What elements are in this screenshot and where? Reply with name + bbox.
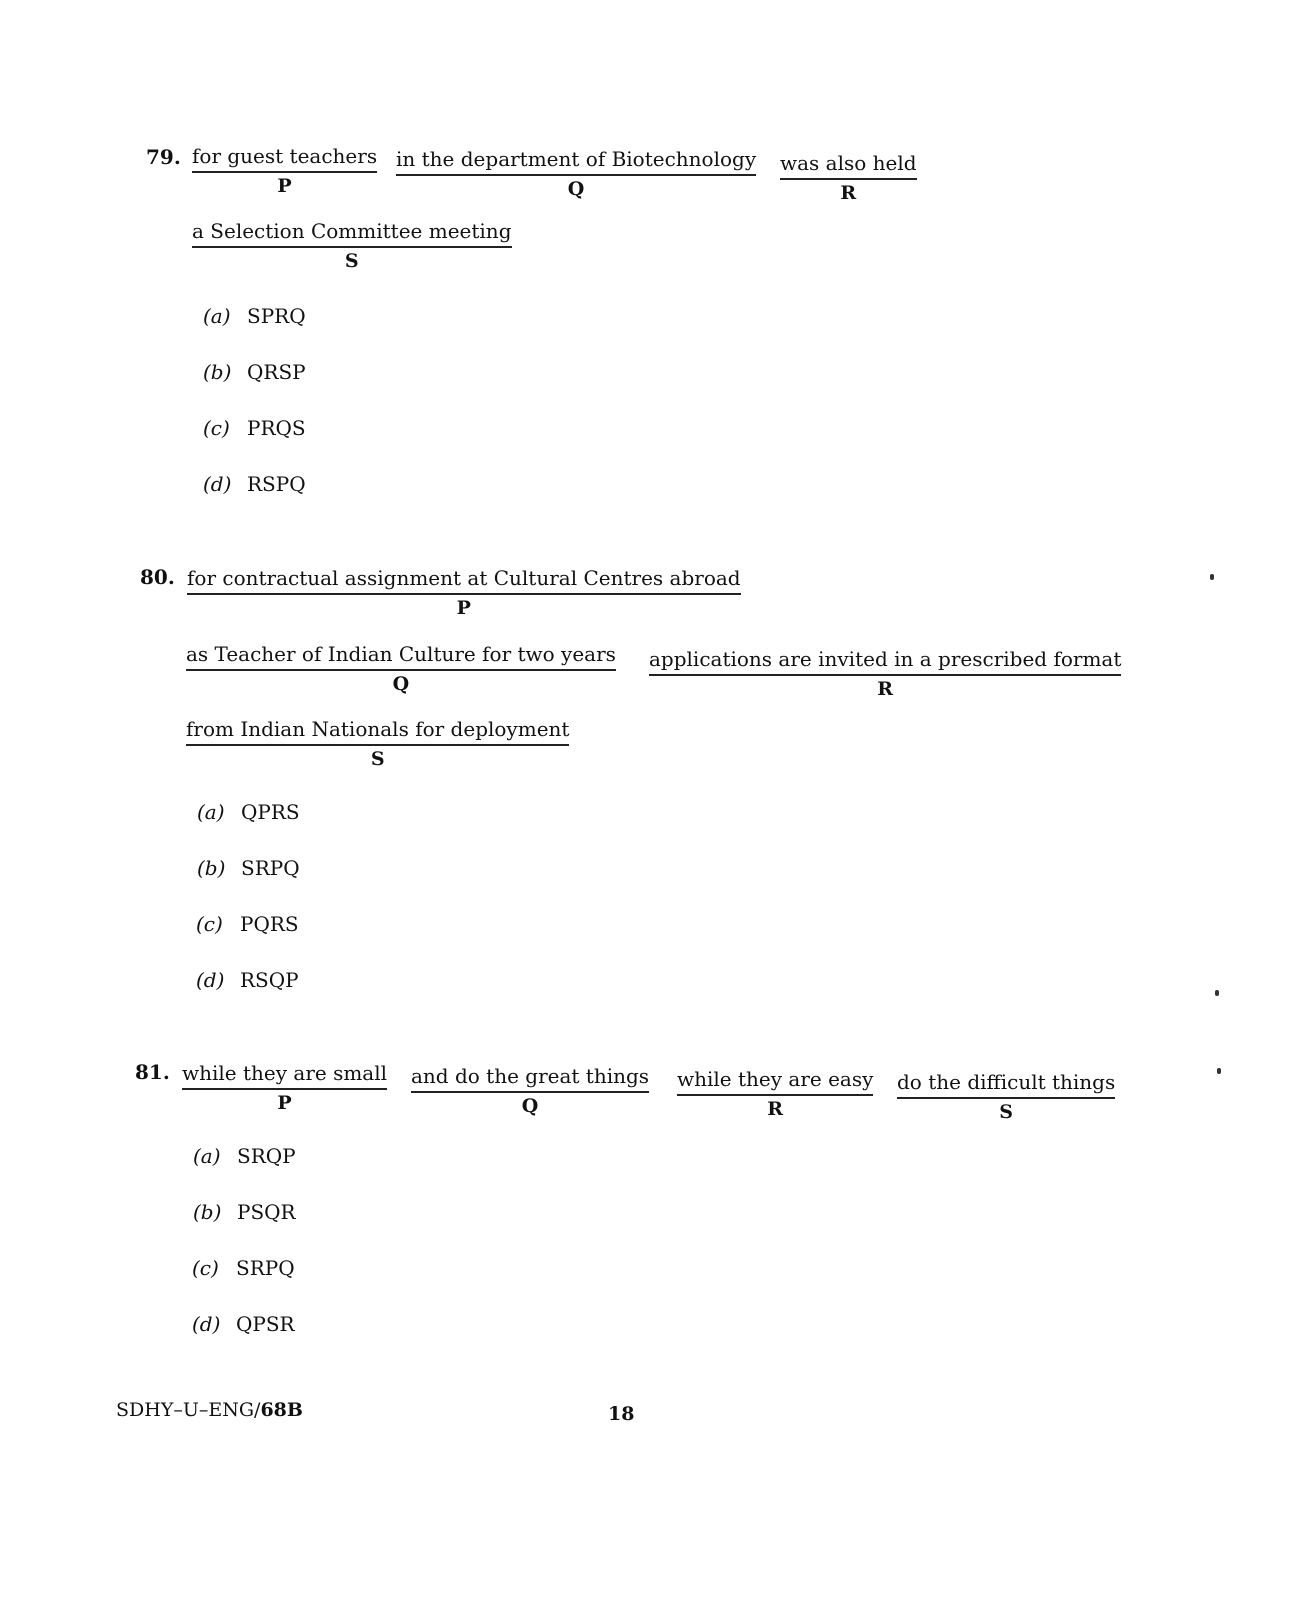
option-text: QPSR — [236, 1312, 295, 1336]
option-text: QPRS — [241, 800, 300, 824]
segment-text: and do the great things — [411, 1063, 649, 1093]
segment-label: R — [840, 182, 857, 204]
option-letter: (b) — [193, 1200, 222, 1224]
question-number: 80. — [140, 565, 175, 589]
option-d[interactable] — [192, 1312, 295, 1336]
segment-text: from Indian Nationals for deployment — [186, 716, 569, 746]
option-letter: (d) — [203, 472, 232, 496]
option-text: SRPQ — [241, 856, 300, 880]
option-a[interactable] — [203, 304, 306, 328]
exam-code-prefix: SDHY–U–ENG/ — [116, 1399, 261, 1421]
option-text: SRPQ — [236, 1256, 295, 1280]
segment-r — [677, 1066, 873, 1120]
exam-code — [116, 1399, 303, 1421]
segment-label: Q — [567, 178, 585, 200]
option-b[interactable] — [203, 360, 306, 384]
segment-p — [192, 143, 377, 197]
segment-text: in the department of Biotechnology — [396, 146, 756, 176]
option-letter: (c) — [196, 912, 223, 936]
question-number: 79. — [146, 145, 181, 169]
segment-label: S — [999, 1101, 1013, 1123]
segment-q — [396, 146, 756, 200]
segment-label: P — [456, 597, 471, 619]
option-letter: (c) — [203, 416, 230, 440]
option-text: SPRQ — [247, 304, 306, 328]
segment-q — [186, 641, 616, 695]
segment-label: P — [277, 1092, 292, 1114]
segment-text: do the difficult things — [897, 1069, 1115, 1099]
segment-s — [186, 716, 569, 770]
segment-r — [780, 150, 917, 204]
option-text: PQRS — [240, 912, 299, 936]
option-a[interactable] — [197, 800, 300, 824]
segment-label: Q — [521, 1095, 539, 1117]
segment-label: S — [370, 748, 385, 770]
segment-label: R — [877, 678, 894, 700]
option-text: RSPQ — [247, 472, 306, 496]
option-text: PRQS — [247, 416, 306, 440]
option-d[interactable] — [196, 968, 299, 992]
segment-text: while they are small — [182, 1060, 387, 1090]
scan-mark — [1215, 990, 1219, 996]
segment-text: was also held — [780, 150, 917, 180]
option-letter: (a) — [203, 304, 231, 328]
exam-code-suffix: 68B — [260, 1399, 303, 1421]
option-b[interactable] — [193, 1200, 296, 1224]
option-d[interactable] — [203, 472, 306, 496]
option-text: SRQP — [237, 1144, 296, 1168]
segment-q — [411, 1063, 649, 1117]
option-b[interactable] — [197, 856, 300, 880]
option-letter: (d) — [196, 968, 225, 992]
segment-text: for contractual assignment at Cultural Centres abroad — [187, 565, 741, 595]
segment-text: while they are easy — [677, 1066, 873, 1096]
option-text: PSQR — [237, 1200, 296, 1224]
segment-text: for guest teachers — [192, 143, 377, 173]
segment-text: a Selection Committee meeting — [192, 218, 512, 248]
page-number: 18 — [608, 1403, 635, 1425]
option-c[interactable] — [196, 912, 299, 936]
segment-s — [897, 1069, 1115, 1123]
option-text: QRSP — [247, 360, 306, 384]
scan-mark — [1210, 574, 1214, 580]
segment-p — [182, 1060, 387, 1114]
segment-p — [187, 565, 741, 619]
option-c[interactable] — [192, 1256, 295, 1280]
option-c[interactable] — [203, 416, 306, 440]
option-letter: (b) — [197, 856, 226, 880]
segment-label: Q — [392, 673, 410, 695]
segment-s — [192, 218, 512, 272]
option-letter: (a) — [193, 1144, 221, 1168]
segment-text: applications are invited in a prescribed format — [649, 646, 1121, 676]
option-text: RSQP — [240, 968, 299, 992]
question-number: 81. — [135, 1060, 170, 1084]
option-letter: (c) — [192, 1256, 219, 1280]
segment-label: S — [344, 250, 359, 272]
segment-label: R — [767, 1098, 784, 1120]
option-letter: (b) — [203, 360, 232, 384]
scan-mark — [1217, 1068, 1221, 1074]
option-letter: (d) — [192, 1312, 221, 1336]
option-letter: (a) — [197, 800, 225, 824]
option-a[interactable] — [193, 1144, 296, 1168]
segment-r — [649, 646, 1121, 700]
segment-text: as Teacher of Indian Culture for two years — [186, 641, 616, 671]
segment-label: P — [277, 175, 292, 197]
